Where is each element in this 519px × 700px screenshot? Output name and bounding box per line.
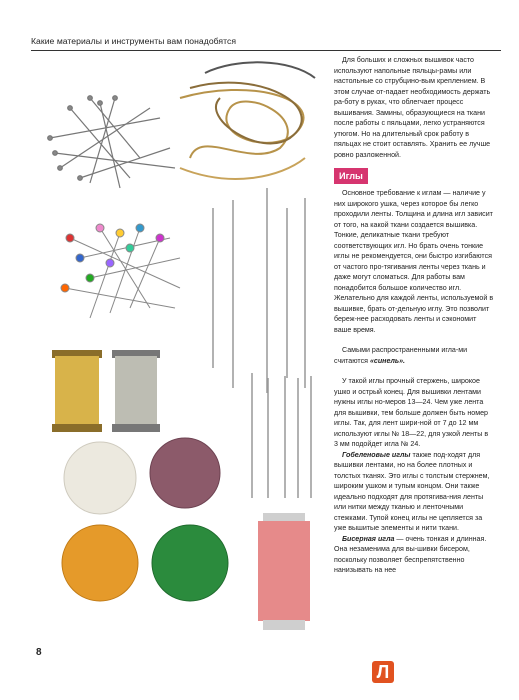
text-column: [334, 55, 494, 576]
paragraph-chenille-details: У такой иглы прочный стержень, широкое ушко и острый конец. Для вышивки лентами нужны иглы но-меров 13—24. Чем уже лента для вышивки, тем больше должен быть номер иглы. Так, для лент шири-ной от 7 до 12 мм используют иглы № 18—22, для узкой ленты в 3 мм подойдет игла № 24.: [334, 377, 489, 448]
paragraph-tapestry: Гобеленовые иглы также под-ходят для вышивки лентами, но на более плотных и толстых тканях. Это иглы с толстым стержнем, широким ушком и тупым концом. Они также идеально подходят для протягива-ния ленты или нитки между тканью и ленточными стежками. Тупой конец иглы не цепляется за уже вышитые элементы и нити ткани.: [334, 450, 490, 532]
gold-cord-image: [180, 62, 315, 179]
paragraph-frames: Для больших и сложных вышивок часто используют напольные пяльцы-рамы или настольные со струбцино-вым креплением. В этом случае от-падает необходимость держать ра-боту в руках, что облегчает процесс вышивания. Замины, образующиеся на ткани после работы с пяльцами, легко устраняются утюгом. Но на длительный срок работу в пяльцах не стоит оставлять. Хранить ее лучше ровно разложенной.: [334, 56, 491, 159]
yarn-balls-image: [62, 438, 228, 601]
paragraph-beading: Бисерная игла — очень тонкая и длинная. Она незаменима для вы-шивки бисером, поскольку позволяет беспрепятственно нанизывать на нее: [334, 534, 487, 574]
page-number: 8: [36, 647, 42, 658]
needles-image: [213, 188, 311, 498]
metallic-thread-spools-image: [52, 350, 160, 432]
section-heading: Иглы: [334, 168, 494, 184]
header-title: Какие материалы и инструменты вам понадобятся: [31, 36, 237, 46]
page-header: [31, 36, 501, 51]
paragraph-chenille: Самыми распространенными игла-ми считаются «синель».: [334, 346, 468, 365]
paragraph-needles-intro: Основное требование к иглам — наличие у них широкого ушка, через которое бы легко проходили ленты. Толщина и длина игл зависит от того, на какой ткани создается вышивка. Тонкие, деликатные ткани требуют соответствующих игл. Но брать очень тонкие иглы не рекомендуется, они быстро изгибаются от частого про-тягивания ленты через ткань и даже могут сломаться. Для работы вам понадобится большое количество игл. Желательно для каждой ленты, используемой в вышивке, брать от-дельную иглу. Это позволит береж-нее расходовать ленты и сэкономит ваше время.: [334, 189, 494, 334]
pink-thread-spool-image: [258, 513, 310, 630]
pins-image: [48, 96, 175, 188]
illustration: [30, 58, 330, 658]
colored-pins-image: [61, 224, 180, 318]
publisher-logo: Л: [372, 661, 394, 683]
